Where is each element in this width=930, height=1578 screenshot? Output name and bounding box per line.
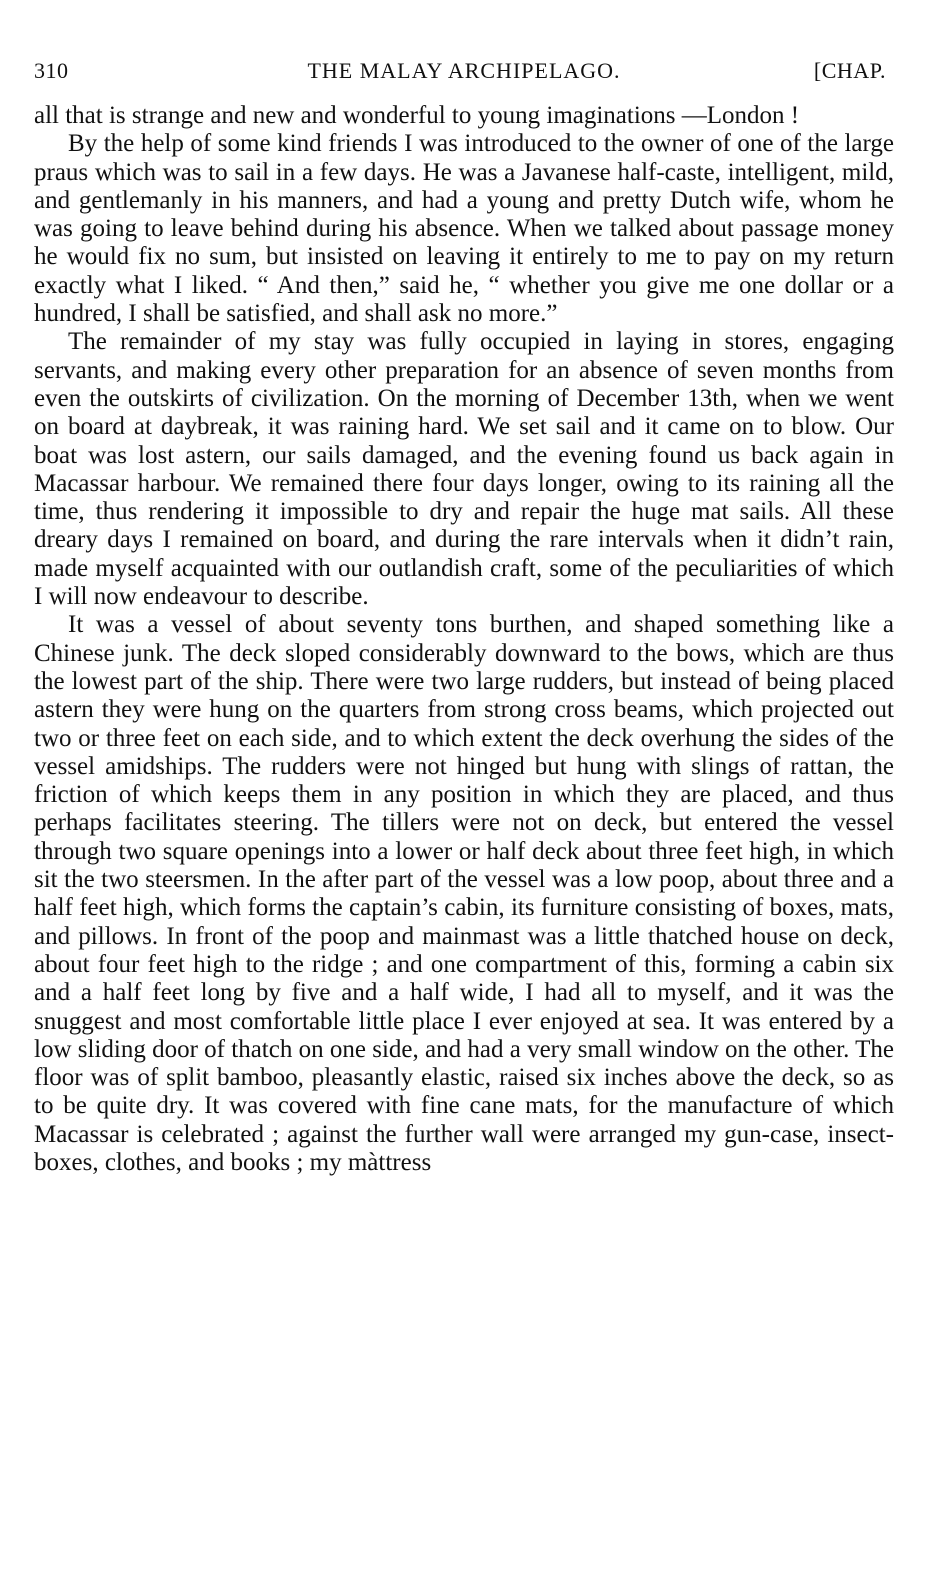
running-header [34, 58, 894, 92]
book-page [34, 58, 894, 1177]
running-title: THE MALAY ARCHIPELAGO. [307, 58, 621, 83]
page-number: 310 [34, 58, 69, 83]
paragraph: By the help of some kind friends I was introduced to the owner of one of the large praus which was to sail in a few days. He was a Javanese half-caste, intelligent, mild, and gentlemanly in his manners, and had a young and pretty Dutch wife, whom he was going to leave behind during his absence. When we talked about passage money he would fix no sum, but insisted on leaving it entirely to me to pay on my return exactly what I liked. “ And then,” said he, “ whether you give me one dollar or a hundred, I shall be satisfied, and shall ask no more.” [34, 130, 894, 328]
paragraph: It was a vessel of about seventy tons burthen, and shaped something like a Chinese junk. The deck sloped considerably downward to the bows, which are thus the lowest part of the ship. There were two large rudders, but instead of being placed astern they were hung on the quarters from strong cross beams, which projected out two or three feet on each side, and to which extent the deck overhung the sides of the vessel amidships. The rudders were not hinged but hung with slings of rattan, the friction of which keeps them in any position in which they are placed, and thus perhaps facilitates steering. The tillers were not on deck, but entered the vessel through two square openings into a lower or half deck about three feet high, in which sit the two steersmen. In the after part of the vessel was a low poop, about three and a half feet high, which forms the captain’s cabin, its furniture consisting of boxes, mats, and pillows. In front of the poop and mainmast was a little thatched house on deck, about four feet high to the ridge ; and one compartment of this, forming a cabin six and a half feet long by five and a half wide, I had all to myself, and it was the snuggest and most comfortable little place I ever enjoyed at sea. It was entered by a low sliding door of thatch on one side, and had a very small window on the other. The floor was of split bamboo, pleasantly elastic, raised six inches above the deck, so as to be quite dry. It was covered with fine cane mats, for the manufacture of which Macassar is celebrated ; against the further wall were arranged my gun-case, insect-boxes, clothes, and books ; my màttress [34, 611, 894, 1176]
body-text [34, 102, 894, 1177]
paragraph-continued: all that is strange and new and wonderful to young imaginations —London ! [34, 102, 800, 129]
chapter-mark: [CHAP. [813, 58, 886, 83]
paragraph: The remainder of my stay was fully occupied in laying in stores, engaging servants, and making every other preparation for an absence of seven months from even the outskirts of civilization. On the morning of December 13th, when we went on board at daybreak, it was raining hard. We set sail and it came on to blow. Our boat was lost astern, our sails damaged, and the evening found us back again in Macassar harbour. We remained there four days longer, owing to its raining all the time, thus rendering it impossible to dry and repair the huge mat sails. All these dreary days I remained on board, and during the rare intervals when it didn’t rain, made myself acquainted with our outlandish craft, some of the peculiarities of which I will now endeavour to describe. [34, 328, 894, 611]
